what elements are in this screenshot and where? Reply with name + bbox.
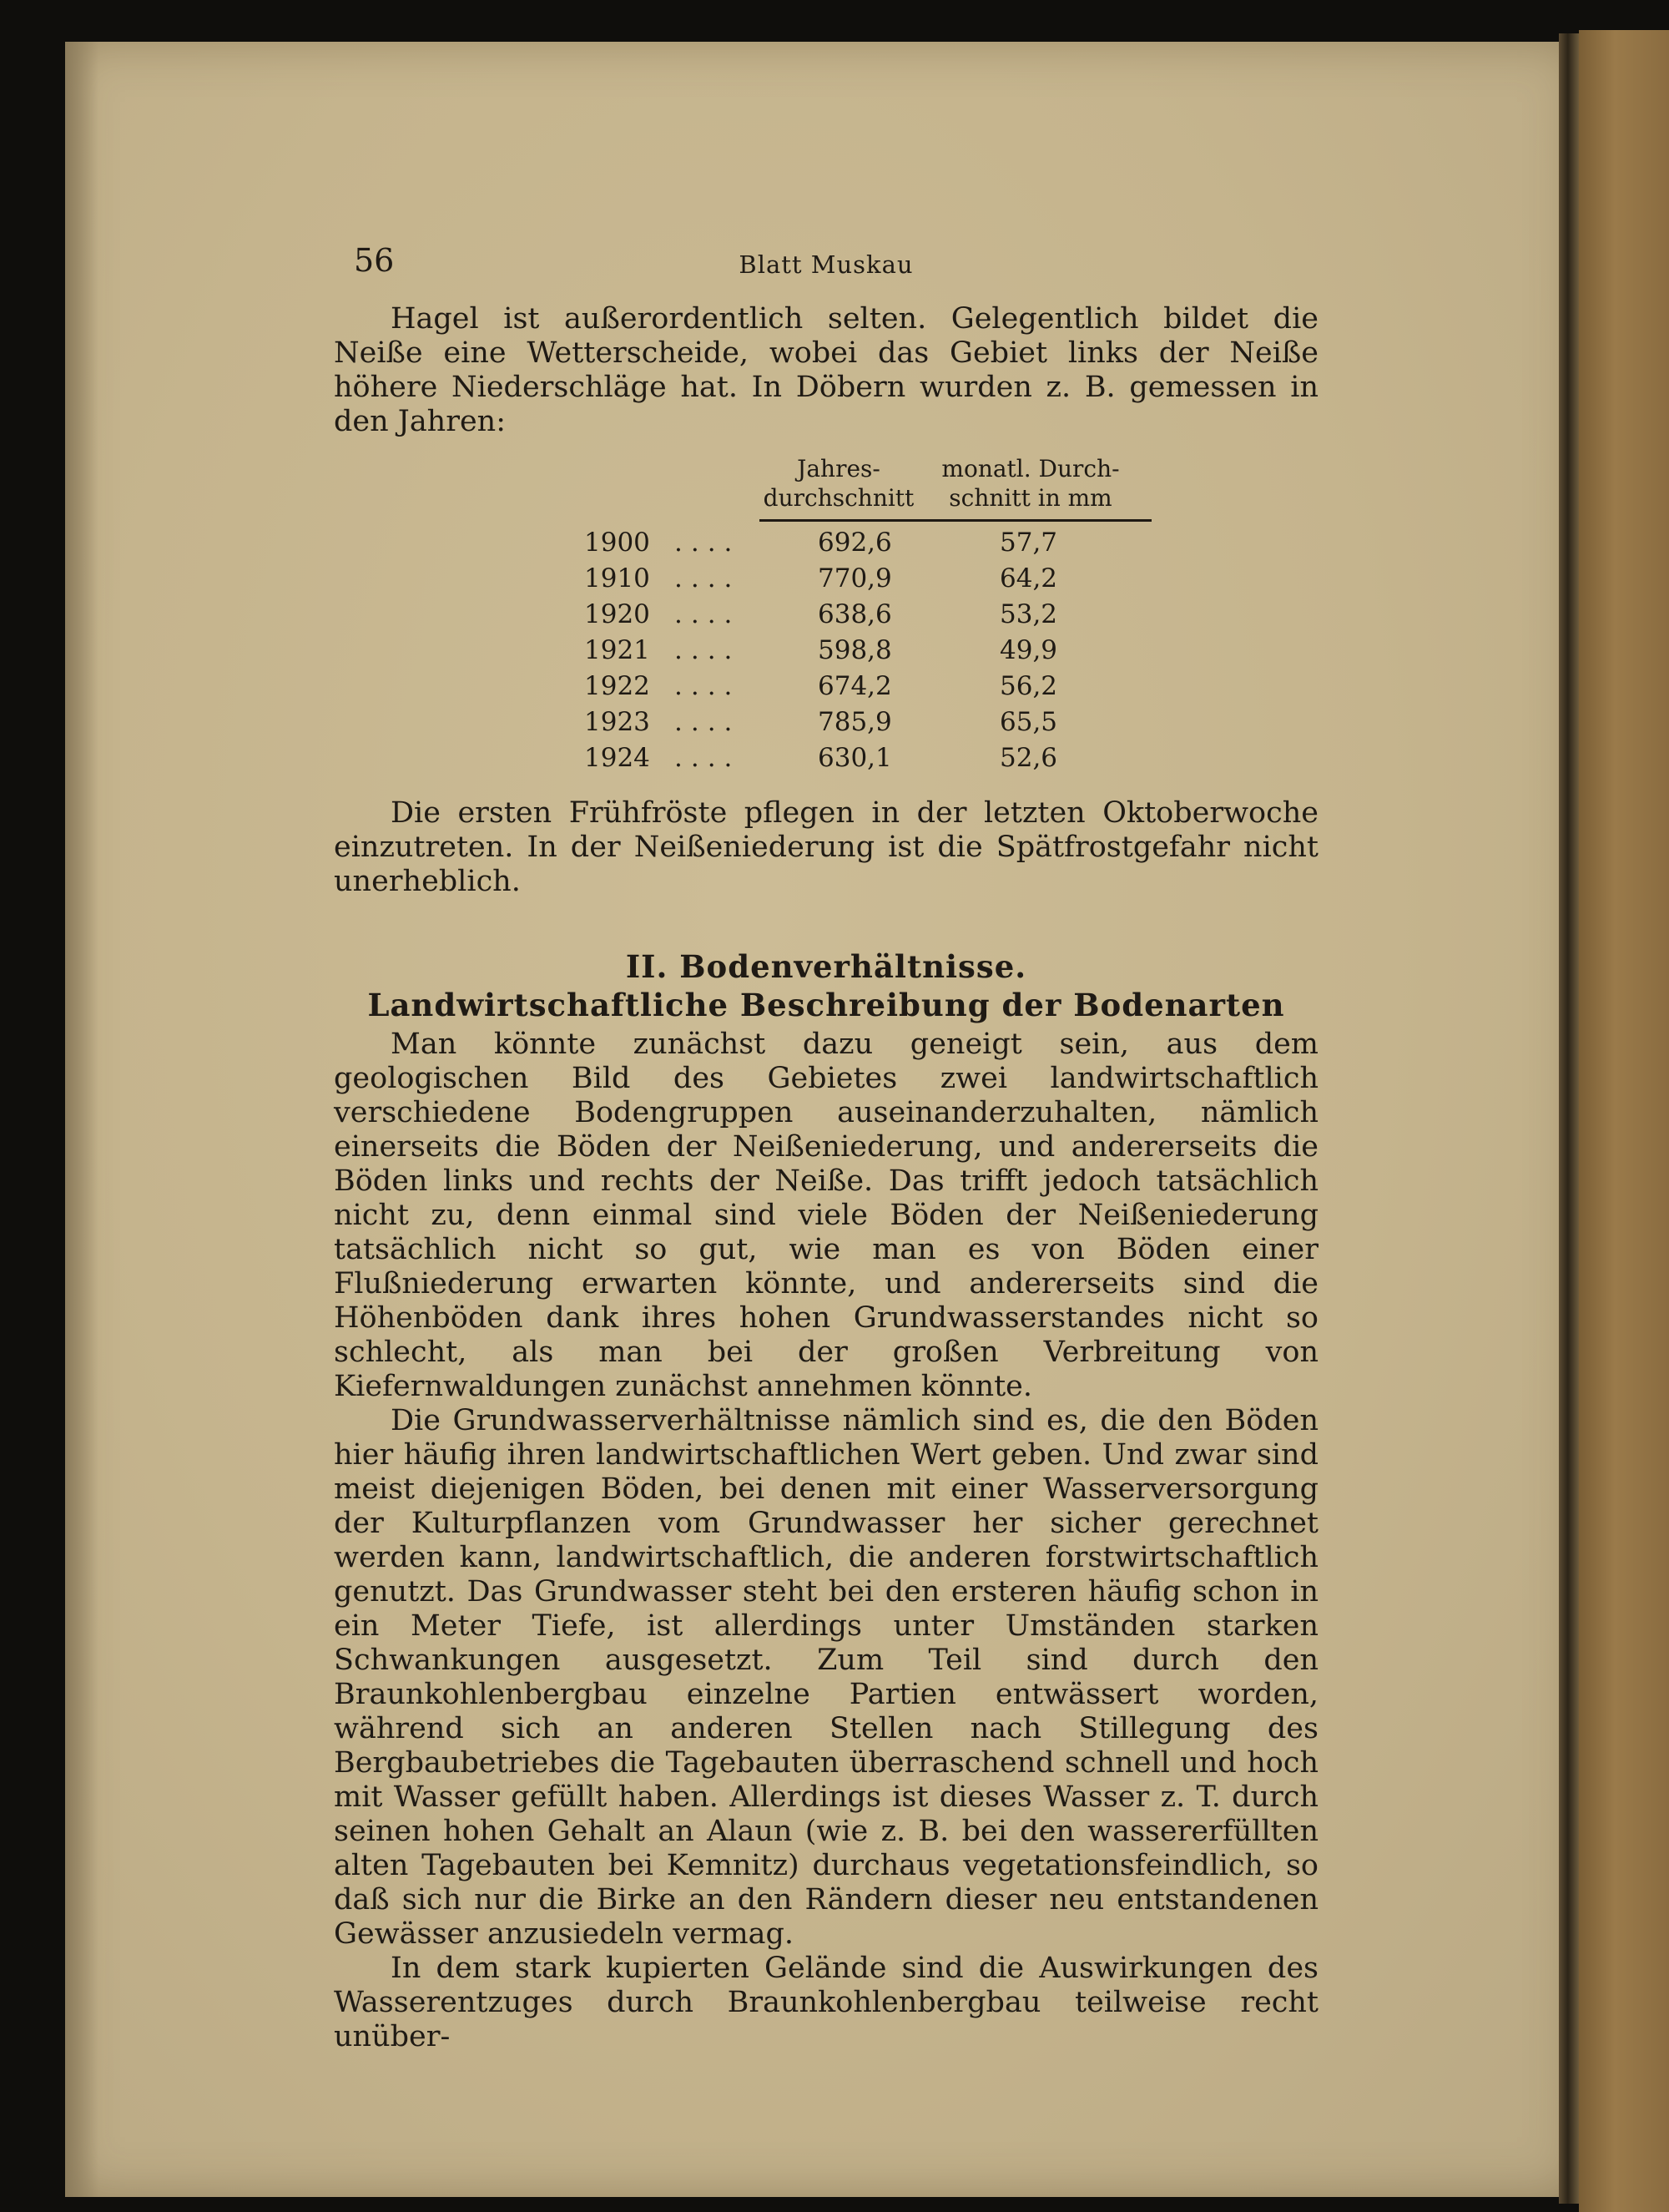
book-gutter <box>1559 33 1579 2204</box>
cell-year: 1910 <box>584 563 650 593</box>
frost-paragraph: Die ersten Frühfröste pflegen in der letzten Oktoberwoche einzutreten. In der Neißeniederung ist die Spätfrostgefahr nicht unerheblich. <box>334 796 1319 898</box>
leader-dots: .... <box>674 743 741 773</box>
section-subheading: Landwirtschaftliche Beschreibung der Bodenarten <box>367 987 1285 1023</box>
cell-monthly: 53,2 <box>1000 599 1058 629</box>
header-annual-text: Jahres- durchschnitt <box>763 455 915 512</box>
page-edge-shadow <box>65 42 98 2197</box>
cell-monthly: 52,6 <box>1000 743 1058 773</box>
cell-annual: 785,9 <box>818 707 892 737</box>
table-row <box>584 528 1168 563</box>
table-header-annual <box>755 454 922 513</box>
table-row <box>584 707 1168 743</box>
leader-dots: .... <box>674 528 741 558</box>
running-title: Blatt Muskau <box>739 250 914 279</box>
leader-dots: .... <box>674 635 741 665</box>
cell-monthly: 56,2 <box>1000 671 1058 701</box>
header-monthly-text: monatl. Durch- schnitt in mm <box>941 455 1120 512</box>
cell-annual: 638,6 <box>818 599 892 629</box>
leader-dots: .... <box>674 671 741 701</box>
cell-year: 1923 <box>584 707 650 737</box>
table-row <box>584 563 1168 599</box>
page-content <box>334 234 1319 2054</box>
table-header-rule <box>759 519 1152 522</box>
cell-year: 1900 <box>584 528 650 558</box>
cell-annual: 630,1 <box>818 743 892 773</box>
precipitation-table <box>334 454 1319 780</box>
body-paragraph: In dem stark kupierten Gelände sind die Auswirkungen des Wasserentzuges durch Braunkohlenbergbau teilweise recht unüber- <box>334 1952 1319 2053</box>
table-header-monthly <box>930 454 1131 513</box>
intro-paragraph: Hagel ist außerordentlich selten. Gelegentlich bildet die Neiße eine Wetterscheide, wobei das Gebiet links der Neiße höhere Niederschläge hat. In Döbern wurden z. B. gemessen in den Jahren: <box>334 302 1319 438</box>
section-heading: II. Bodenverhältnisse. <box>625 948 1027 985</box>
cell-monthly: 49,9 <box>1000 635 1058 665</box>
cell-monthly: 65,5 <box>1000 707 1058 737</box>
table-body <box>584 528 1168 779</box>
cell-year: 1920 <box>584 599 650 629</box>
facing-page-edge <box>1579 30 1669 2212</box>
body-paragraph: Man könnte zunächst dazu geneigt sein, aus dem geologischen Bild des Gebietes zwei landwirtschaftlich verschiedene Bodengruppen auseinanderzuhalten, nämlich einerseits die Böden der Neißeniederung, und andererseits die Böden links und rechts der Neiße. Das trifft jedoch tatsächlich nicht zu, denn einmal sind viele Böden der Neißeniederung tatsächlich nicht so gut, wie man es von Böden einer Flußniederung erwarten könnte, und andererseits sind die Höhenböden dank ihres hohen Grundwasserstandes nicht so schlecht, als man bei der großen Verbreitung von Kiefernwaldungen zunächst annehmen könnte. <box>334 1028 1319 1403</box>
cell-annual: 598,8 <box>818 635 892 665</box>
cell-year: 1924 <box>584 743 650 773</box>
cell-annual: 674,2 <box>818 671 892 701</box>
cell-monthly: 64,2 <box>1000 563 1058 593</box>
cell-year: 1922 <box>584 671 650 701</box>
table-row <box>584 743 1168 779</box>
table-row <box>584 599 1168 635</box>
page-header <box>334 234 1319 300</box>
table-row <box>584 635 1168 671</box>
cell-annual: 692,6 <box>818 528 892 558</box>
page-number: 56 <box>354 242 395 279</box>
leader-dots: .... <box>674 707 741 737</box>
leader-dots: .... <box>674 563 741 593</box>
cell-monthly: 57,7 <box>1000 528 1058 558</box>
table-row <box>584 671 1168 707</box>
body-paragraph: Die Grundwasserverhältnisse nämlich sind es, die den Böden hier häufig ihren landwirtschaftlichen Wert geben. Und zwar sind meist diejenigen Böden, bei denen mit einer Wasserversorgung der Kulturpflanzen vom Grundwasser her sicher gerechnet werden kann, landwirtschaftlich, die anderen forstwirtschaftlich genutzt. Das Grundwasser steht bei den ersteren häufig schon in ein Meter Tiefe, ist allerdings unter Umständen starken Schwankungen ausgesetzt. Zum Teil sind durch den Braunkohlenbergbau einzelne Partien entwässert worden, während sich an anderen Stellen nach Stillegung des Bergbaubetriebes die Tagebauten überraschend schnell und hoch mit Wasser gefüllt haben. Allerdings ist dieses Wasser z. T. durch seinen hohen Gehalt an Alaun (wie z. B. bei den wassererfüllten alten Tagebauten bei Kemnitz) durchaus vegetationsfeindlich, so daß sich nur die Birke an den Rändern dieser neu entstandenen Gewässer anzusiedeln vermag. <box>334 1404 1319 1951</box>
cell-year: 1921 <box>584 635 650 665</box>
cell-annual: 770,9 <box>818 563 892 593</box>
leader-dots: .... <box>674 599 741 629</box>
